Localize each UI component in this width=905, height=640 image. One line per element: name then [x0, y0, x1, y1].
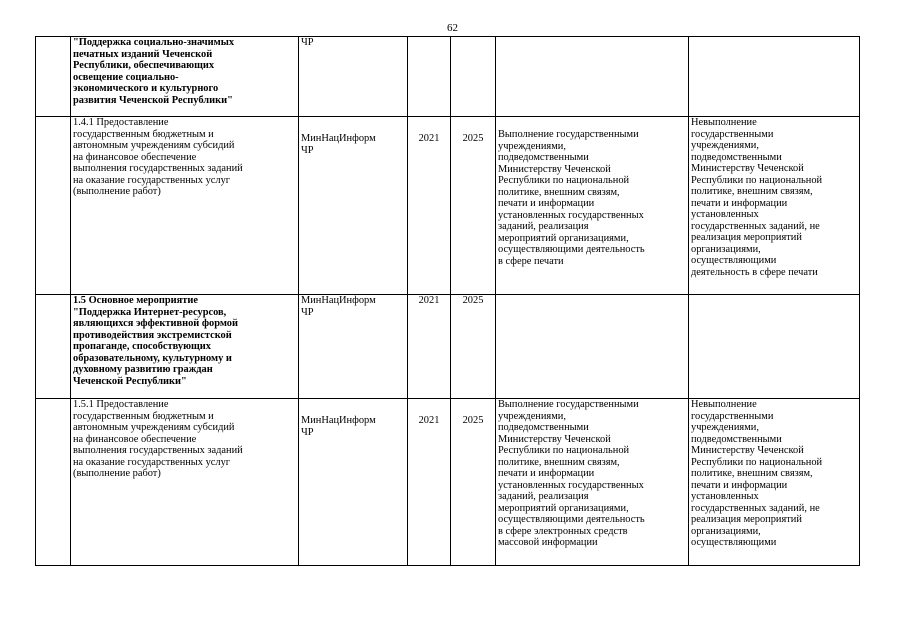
- risk-cell: [689, 295, 860, 399]
- activity-name-cell: 1.5 Основное мероприятие "Поддержка Интернет-ресурсов, являющихся эффективной формой противодействия экстремистской пропаганде, способствующих образовательному, культурному и духовному развитию граждан Чеченской Республики": [71, 295, 299, 399]
- table-row: [36, 295, 860, 399]
- program-activities-table: [35, 36, 860, 566]
- executor-cell: ЧР: [299, 37, 408, 117]
- executor-cell: [299, 117, 408, 295]
- executor-text: МинНацИнформ ЧР: [301, 133, 376, 156]
- table-row: [36, 399, 860, 566]
- start-year-cell: [408, 117, 451, 295]
- number-cell: [36, 117, 71, 295]
- activity-name-cell: 1.4.1 Предоставление государственным бюджетным и автономным учреждениям субсидий на финансовое обеспечение выполнения государственных заданий на оказание государственных услуг (выполнение работ): [71, 117, 299, 295]
- number-cell: [36, 399, 71, 566]
- start-year-cell: [408, 37, 451, 117]
- expected-result-cell: Выполнение государственными учреждениями, подведомственными Министерству Чеченской Республики по национальной политике, внешним связям, печати и информации установленных государственных заданий, реализация мероприятий организациями, осуществляющими деятельность в сфере печати: [496, 117, 689, 295]
- end-year-cell: [451, 117, 496, 295]
- page-number: 62: [447, 22, 458, 34]
- expected-result-cell: [496, 295, 689, 399]
- table-row: [36, 117, 860, 295]
- table-row: [36, 37, 860, 117]
- activity-name-cell: 1.5.1 Предоставление государственным бюджетным и автономным учреждениям субсидий на финансовое обеспечение выполнения государственных заданий на оказание государственных услуг (выполнение работ): [71, 399, 299, 566]
- end-year-text: 2025: [462, 415, 484, 426]
- start-year-cell: [408, 399, 451, 566]
- start-year-cell: 2021: [408, 295, 451, 399]
- start-year-text: 2021: [418, 415, 440, 426]
- start-year-text: 2021: [418, 133, 440, 144]
- risk-cell: [689, 37, 860, 117]
- number-cell: [36, 295, 71, 399]
- risk-cell: Невыполнение государственными учреждениями, подведомственными Министерству Чеченской Республики по национальной политике, внешним связям, печати и информации установленных государственных заданий, не реализация мероприятий организациями, осуществляющими деятельность в сфере печати: [689, 117, 860, 295]
- executor-cell: [299, 399, 408, 566]
- expected-result-cell: [496, 37, 689, 117]
- executor-cell: МинНацИнформ ЧР: [299, 295, 408, 399]
- expected-result-cell: Выполнение государственными учреждениями, подведомственными Министерству Чеченской Республики по национальной политике, внешним связям, печати и информации установленных государственных заданий, реализация мероприятий организациями, осуществляющими деятельность в сфере электронных средств массовой информации: [496, 399, 689, 566]
- end-year-cell: [451, 399, 496, 566]
- risk-cell: Невыполнение государственными учреждениями, подведомственными Министерству Чеченской Республики по национальной политике, внешним связям, печати и информации установленных государственных заданий, не реализация мероприятий организациями, осуществляющими: [689, 399, 860, 566]
- end-year-text: 2025: [462, 133, 484, 144]
- end-year-cell: 2025: [451, 295, 496, 399]
- activity-name-cell: "Поддержка социально-значимых печатных изданий Чеченской Республики, обеспечивающих освещение социально- экономического и культурного развития Чеченской Республики": [71, 37, 299, 117]
- end-year-cell: [451, 37, 496, 117]
- executor-text: МинНацИнформ ЧР: [301, 415, 376, 438]
- number-cell: [36, 37, 71, 117]
